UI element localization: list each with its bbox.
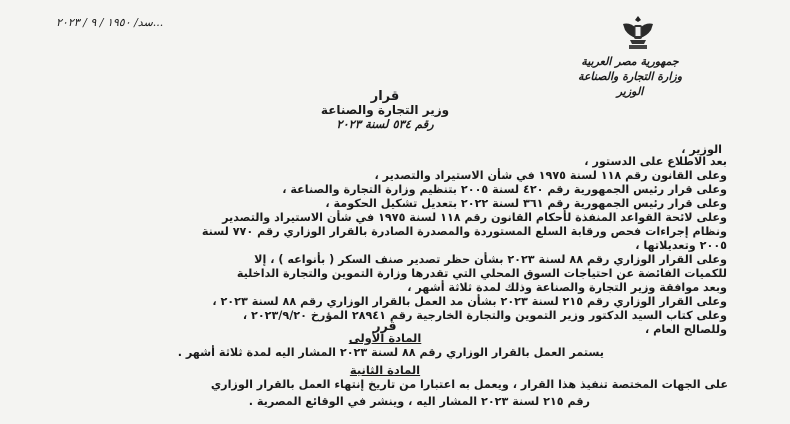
preamble-line: وبعد موافقة وزير التجارة والصناعة وذلك لمدة ثلاثة أشهر ، — [407, 281, 727, 294]
article-1-text: يستمر العمل بالقرار الوزاري رقم ٨٨ لسنة ٢٠٢٣ المشار اليه لمدة ثلاثة أشهر . — [177, 346, 604, 359]
preamble-line: وعلى القرار الوزاري رقم ٢١٥ لسنة ٢٠٢٣ بشأن مد العمل بالقرار الوزاري رقم ٨٨ لسنة ٢٠٢٣ ، — [212, 295, 727, 308]
preamble-line: ونظام إجراءات فحص ورقابة السلع المستوردة والمصدرة الصادرة بالقرار الوزاري رقم ٧٧٠ لسنة — [201, 225, 727, 238]
article-2-line: رقم ٢١٥ لسنة ٢٠٢٣ المشار اليه ، وينشر في الوقائع المصرية . — [248, 395, 590, 408]
preamble-line: وعلى لائحة القواعد المنفذة لأحكام القانون رقم ١١٨ لسنة ١٩٧٥ في شأن الاستيراد والتصدير — [222, 211, 727, 224]
ministry-name: وزارة التجارة والصناعة — [577, 70, 683, 83]
preamble-line: وعلى قرار رئيس الجمهورية رقم ٣٦١ لسنة ٢٠٢٢ بتعديل تشكيل الحكومة ، — [325, 197, 727, 210]
preamble-line: وعلى كتاب السيد الدكتور وزير التموين والتجارة الخارجية رقم ٢٨٩٤١ المؤرخ ٢٠٢٣/٩/٢٠ ، — [242, 309, 727, 322]
article-2-heading: المادة الثانية — [349, 363, 421, 377]
article-2-line: على الجهات المختصة تنفيذ هذا القرار ، ويعمل به اعتبارا من تاريخ إنتهاء العمل بالقرار الوزاري — [210, 378, 728, 391]
preamble-line: للكميات الفائضة عن احتياجات السوق المحلي التي تقدرها وزارة التموين والتجارة الداخلية — [236, 267, 727, 280]
ministry-header — [566, 54, 694, 99]
preamble-line: ٢٠٠٥ وتعديلاتها ، — [635, 239, 727, 252]
office-name: الوزير — [616, 85, 644, 98]
decree-issuer: وزير التجارة والصناعة — [320, 103, 450, 117]
decided-heading: قرر — [373, 318, 397, 333]
eagle-emblem-icon — [621, 14, 655, 52]
reference-number: ...سد/ ١٩٥٠ / ٩ / ٢٠٢٣ — [56, 16, 164, 29]
preamble-line: وعلى القانون رقم ١١٨ لسنة ١٩٧٥ في شأن الاستيراد والتصدير ، — [374, 169, 727, 182]
salutation: الوزير ، — [681, 143, 722, 156]
preamble-line: وعلى قرار رئيس الجمهورية رقم ٤٢٠ لسنة ٢٠٠٥ بتنظيم وزارة التجارة والصناعة ، — [282, 183, 727, 196]
preamble-line: وعلى القرار الوزاري رقم ٨٨ لسنة ٢٠٢٣ بشأن حظر تصدير صنف السكر ( بأنواعه ) ، إلا — [254, 253, 727, 266]
preamble-line: وللصالح العام ، — [645, 323, 727, 336]
decree-number: رقم ٥٣٤ لسنة ٢٠٢٣ — [336, 117, 434, 131]
decree-label: قرار — [370, 89, 400, 104]
preamble-line: بعد الاطلاع على الدستور ، — [584, 155, 727, 168]
article-1-heading: المادة الأولى — [348, 331, 422, 345]
republic-name: جمهورية مصر العربية — [581, 55, 679, 68]
